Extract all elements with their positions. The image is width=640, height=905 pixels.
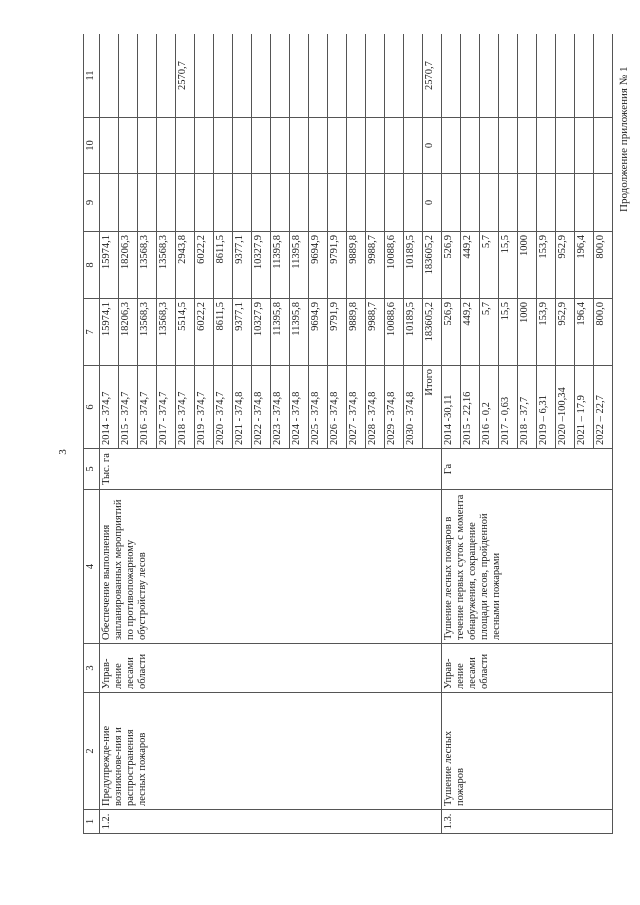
col9-cell	[214, 174, 233, 232]
budget-cell: 1000	[518, 232, 537, 299]
budget-cell: 13568,3	[157, 232, 176, 299]
table-row	[100, 34, 119, 834]
col10-cell	[195, 118, 214, 174]
col11-cell	[499, 34, 518, 118]
continuation-label-wrap	[614, 36, 636, 216]
col11-cell	[556, 34, 575, 118]
col10-cell	[138, 118, 157, 174]
col10-cell	[309, 118, 328, 174]
section-number: 1.2.	[100, 810, 442, 834]
budget-cell: 11395,8	[271, 232, 290, 299]
total-cell: 8611,5	[214, 299, 233, 366]
col11-cell	[214, 34, 233, 118]
budget-cell: 526,9	[442, 232, 461, 299]
col9-cell	[461, 174, 480, 232]
col11-cell	[461, 34, 480, 118]
indicator-cell: 2029 - 374,8	[385, 366, 404, 449]
total-cell: 9377,1	[233, 299, 252, 366]
measure-cell: Тушение лесных пожаров в течение первых суток с момента обнаружения, сокращение площади лесов, пройденной лесными пожарами	[442, 490, 613, 644]
continuation-label: Продолжение приложения № 1	[618, 66, 630, 212]
responsible-cell: Управ-ление лесами области	[100, 644, 442, 693]
indicator-cell: 2014 -30,11	[442, 366, 461, 449]
col10-cell	[214, 118, 233, 174]
col9-cell	[309, 174, 328, 232]
rotated-table-holder	[83, 34, 615, 834]
total-cell: 13568,3	[138, 299, 157, 366]
total-cell: 9694,9	[309, 299, 328, 366]
col11-cell	[594, 34, 613, 118]
indicator-cell: 2021 – 17,9	[575, 366, 594, 449]
indicator-cell: 2027 - 374,8	[347, 366, 366, 449]
indicator-cell: 2017 - 0,63	[499, 366, 518, 449]
total-cell: 11395,8	[290, 299, 309, 366]
total-cell: 5514,5	[176, 299, 195, 366]
col11-cell	[100, 34, 119, 118]
col10-cell	[594, 118, 613, 174]
col11-cell	[157, 34, 176, 118]
header-row	[84, 34, 100, 834]
budget-cell: 9889,8	[347, 232, 366, 299]
col10-cell	[366, 118, 385, 174]
col10-cell: 0	[423, 118, 442, 174]
unit-cell: Тыс. га	[100, 449, 442, 490]
col10-cell	[119, 118, 138, 174]
col11-cell	[442, 34, 461, 118]
indicator-cell: 2015 - 22,16	[461, 366, 480, 449]
indicator-cell: 2024 - 374,8	[290, 366, 309, 449]
col10-cell	[461, 118, 480, 174]
total-cell: 10088,6	[385, 299, 404, 366]
col9-cell	[480, 174, 499, 232]
col10-cell	[157, 118, 176, 174]
budget-cell: 800,0	[594, 232, 613, 299]
total-cell: 952,9	[556, 299, 575, 366]
col11-cell	[347, 34, 366, 118]
col9-cell	[176, 174, 195, 232]
indicator-cell: 2016 - 0,2	[480, 366, 499, 449]
budget-cell: 9694,9	[309, 232, 328, 299]
col10-cell	[252, 118, 271, 174]
total-cell: 9988,7	[366, 299, 385, 366]
col-header: 8	[84, 232, 100, 299]
col10-cell	[328, 118, 347, 174]
indicator-cell: 2019 – 6,31	[537, 366, 556, 449]
total-cell: 5,7	[480, 299, 499, 366]
col-header: 11	[84, 34, 100, 118]
budget-cell: 18206,3	[119, 232, 138, 299]
col11-cell	[233, 34, 252, 118]
total-cell: 11395,8	[271, 299, 290, 366]
col10-cell	[176, 118, 195, 174]
col10-cell	[347, 118, 366, 174]
col11-cell	[404, 34, 423, 118]
indicator-cell: 2017 - 374,7	[157, 366, 176, 449]
col11-cell	[271, 34, 290, 118]
total-cell: 800,0	[594, 299, 613, 366]
col10-cell	[442, 118, 461, 174]
budget-cell: 9791,9	[328, 232, 347, 299]
indicator-cell: 2020 - 374,7	[214, 366, 233, 449]
budget-cell: 952,9	[556, 232, 575, 299]
indicator-cell: 2014 - 374,7	[100, 366, 119, 449]
col10-cell	[385, 118, 404, 174]
col9-cell: 0	[423, 174, 442, 232]
col9-cell	[195, 174, 214, 232]
col10-cell	[100, 118, 119, 174]
budget-cell: 10189,5	[404, 232, 423, 299]
budget-cell: 10088,6	[385, 232, 404, 299]
col9-cell	[119, 174, 138, 232]
indicator-cell: 2022 - 374,8	[252, 366, 271, 449]
col11-cell	[385, 34, 404, 118]
indicator-cell: 2023 - 374,8	[271, 366, 290, 449]
col9-cell	[157, 174, 176, 232]
indicator-cell: 2021 - 374,8	[233, 366, 252, 449]
col11-cell	[328, 34, 347, 118]
budget-cell: 15974,1	[100, 232, 119, 299]
budget-cell: 13568,3	[138, 232, 157, 299]
col10-cell	[537, 118, 556, 174]
total-cell: 15,5	[499, 299, 518, 366]
col9-cell	[347, 174, 366, 232]
total-cell: 18206,3	[119, 299, 138, 366]
col10-cell	[404, 118, 423, 174]
total-cell: 526,9	[442, 299, 461, 366]
indicator-cell: 2018 - 37,7	[518, 366, 537, 449]
page-number: 3	[56, 449, 69, 455]
indicator-cell: 2030 - 374,8	[404, 366, 423, 449]
col9-cell	[138, 174, 157, 232]
col9-cell	[328, 174, 347, 232]
col-header: 2	[84, 693, 100, 810]
indicator-cell: 2015 - 374,7	[119, 366, 138, 449]
col-header: 7	[84, 299, 100, 366]
indicator-cell: 2016 - 374,7	[138, 366, 157, 449]
col10-cell	[233, 118, 252, 174]
rotated-table	[83, 34, 615, 834]
col10-cell	[518, 118, 537, 174]
col9-cell	[537, 174, 556, 232]
budget-cell: 153,9	[537, 232, 556, 299]
budget-cell: 8611,5	[214, 232, 233, 299]
col11-cell	[575, 34, 594, 118]
col-header: 10	[84, 118, 100, 174]
budget-cell: 449,2	[461, 232, 480, 299]
budget-cell: 9377,1	[233, 232, 252, 299]
col9-cell	[499, 174, 518, 232]
col9-cell	[233, 174, 252, 232]
col-header: 9	[84, 174, 100, 232]
col11-cell	[518, 34, 537, 118]
col9-cell	[518, 174, 537, 232]
section-title: Тушение лесных пожаров	[442, 693, 613, 810]
unit-cell: Га	[442, 449, 613, 490]
col11-cell	[480, 34, 499, 118]
total-cell: 183605,2	[423, 299, 442, 366]
indicator-cell: 2022 – 22,7	[594, 366, 613, 449]
col-header: 4	[84, 490, 100, 644]
col9-cell	[385, 174, 404, 232]
total-cell: 6022,2	[195, 299, 214, 366]
col11-cell	[195, 34, 214, 118]
measure-cell: Обеспечение выполнения запланированных мероприятий по противопожарному обустройству лесов	[100, 490, 442, 644]
col11-cell	[119, 34, 138, 118]
total-cell: 449,2	[461, 299, 480, 366]
total-cell: 9889,8	[347, 299, 366, 366]
budget-cell: 196,4	[575, 232, 594, 299]
budget-cell: 15,5	[499, 232, 518, 299]
col11-cell	[366, 34, 385, 118]
col9-cell	[575, 174, 594, 232]
col9-cell	[556, 174, 575, 232]
col9-cell	[404, 174, 423, 232]
total-cell: 13568,3	[157, 299, 176, 366]
col9-cell	[290, 174, 309, 232]
budget-cell: 5,7	[480, 232, 499, 299]
indicator-cell: 2025 - 374,8	[309, 366, 328, 449]
col-header: 6	[84, 366, 100, 449]
total-cell: 9791,9	[328, 299, 347, 366]
indicator-cell: 2026 - 374,8	[328, 366, 347, 449]
indicator-cell: 2018 - 374,7	[176, 366, 195, 449]
col10-cell	[480, 118, 499, 174]
col-header: 5	[84, 449, 100, 490]
total-cell: 15974,1	[100, 299, 119, 366]
budget-cell: 183605,2	[423, 232, 442, 299]
total-cell: 153,9	[537, 299, 556, 366]
indicator-cell: Итого	[423, 366, 442, 449]
col10-cell	[271, 118, 290, 174]
col11-cell: 2570,7	[176, 34, 195, 118]
budget-cell: 10327,9	[252, 232, 271, 299]
col11-cell: 2570,7	[423, 34, 442, 118]
indicator-cell: 2028 - 374,8	[366, 366, 385, 449]
total-cell: 196,4	[575, 299, 594, 366]
col10-cell	[499, 118, 518, 174]
col-header: 1	[84, 810, 100, 834]
program-table	[83, 34, 613, 834]
section-number: 1.3.	[442, 810, 613, 834]
responsible-cell: Управ-ление лесами области	[442, 644, 613, 693]
col10-cell	[575, 118, 594, 174]
col11-cell	[290, 34, 309, 118]
col9-cell	[442, 174, 461, 232]
col9-cell	[100, 174, 119, 232]
col-header: 3	[84, 644, 100, 693]
indicator-cell: 2019 - 374,7	[195, 366, 214, 449]
col9-cell	[366, 174, 385, 232]
budget-cell: 6022,2	[195, 232, 214, 299]
indicator-cell: 2020 –100,34	[556, 366, 575, 449]
section-title: Предупрежде-ние возникнове-ния и распространения лесных пожаров	[100, 693, 442, 810]
total-cell: 10189,5	[404, 299, 423, 366]
total-cell: 10327,9	[252, 299, 271, 366]
total-cell: 1000	[518, 299, 537, 366]
col11-cell	[309, 34, 328, 118]
col11-cell	[252, 34, 271, 118]
col11-cell	[138, 34, 157, 118]
budget-cell: 2943,8	[176, 232, 195, 299]
col9-cell	[271, 174, 290, 232]
col10-cell	[556, 118, 575, 174]
budget-cell: 11395,8	[290, 232, 309, 299]
col9-cell	[252, 174, 271, 232]
budget-cell: 9988,7	[366, 232, 385, 299]
table-row	[442, 34, 461, 834]
col10-cell	[290, 118, 309, 174]
col9-cell	[594, 174, 613, 232]
col11-cell	[537, 34, 556, 118]
